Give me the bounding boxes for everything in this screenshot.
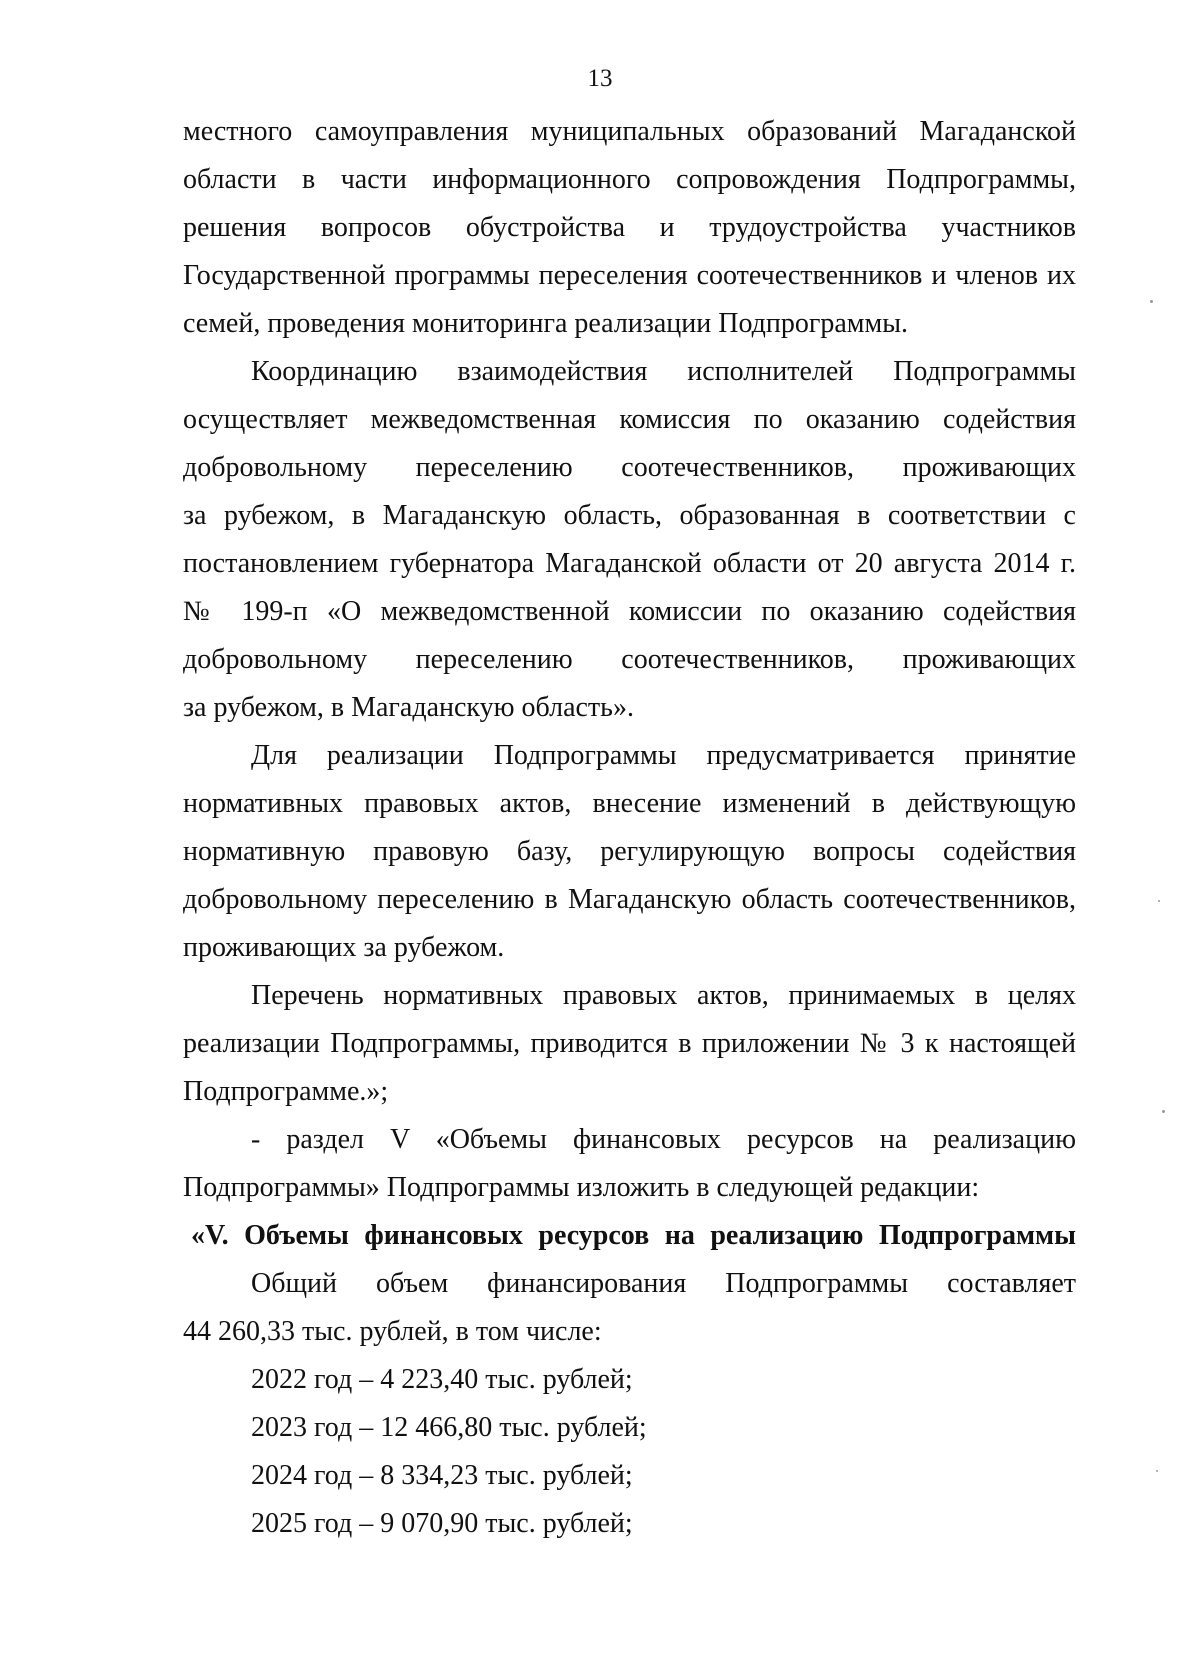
text-line: осуществляет межведомственная комиссия по оказанию содействия <box>183 404 1076 435</box>
text-line: Перечень нормативных правовых актов, принимаемых в целях <box>251 980 1076 1011</box>
text-line: местного самоуправления муниципальных образований Магаданской <box>183 116 1076 147</box>
text-line: за рубежом, в Магаданскую область, образованная в соответствии с <box>183 500 1076 531</box>
text-line: добровольному переселению в Магаданскую область соотечественников, <box>183 884 1076 915</box>
text-line: Общий объем финансирования Подпрограммы составляет <box>251 1268 1076 1299</box>
text-line: реализации Подпрограммы, приводится в приложении № 3 к настоящей <box>183 1028 1076 1059</box>
paragraph-financing <box>183 1260 1076 1356</box>
document-body <box>183 108 1076 1548</box>
text-line: решения вопросов обустройства и трудоустройства участников <box>183 212 1076 243</box>
paragraph-coordination <box>183 348 1076 732</box>
scan-speck <box>1156 1470 1158 1472</box>
text-line: нормативную правовую базу, регулирующую вопросы содействия <box>183 836 1076 867</box>
text-line: Подпрограммы» Подпрограммы изложить в следующей редакции: <box>183 1172 980 1203</box>
text-line: Подпрограмме.»; <box>183 1076 389 1107</box>
year-item: 2022 год – 4 223,40 тыс. рублей; <box>251 1364 633 1395</box>
text-line: нормативных правовых актов, внесение изменений в действующую <box>183 788 1076 819</box>
paragraph-continuation <box>183 108 1076 348</box>
paragraph-normative-acts <box>183 732 1076 972</box>
text-line: добровольному переселению соотечественников, проживающих <box>183 452 1076 483</box>
text-line: № 199-п «О межведомственной комиссии по оказанию содействия <box>183 596 1076 627</box>
page-number: 13 <box>587 65 613 92</box>
text-line: - раздел V «Объемы финансовых ресурсов на реализацию <box>251 1124 1076 1155</box>
scan-speck <box>1158 900 1160 902</box>
paragraph-list-reference <box>183 972 1076 1116</box>
section-heading: «V. Объемы финансовых ресурсов на реализацию Подпрограммы <box>191 1220 1076 1251</box>
paragraph-section-change <box>183 1116 1076 1212</box>
text-line: постановлением губернатора Магаданской области от 20 августа 2014 г. <box>183 548 1076 579</box>
text-line: 44 260,33 тыс. рублей, в том числе: <box>183 1316 602 1347</box>
year-item: 2024 год – 8 334,23 тыс. рублей; <box>251 1460 633 1491</box>
text-line: Государственной программы переселения соотечественников и членов их <box>183 260 1076 291</box>
text-line: проживающих за рубежом. <box>183 932 505 963</box>
text-line: Координацию взаимодействия исполнителей Подпрограммы <box>251 356 1076 387</box>
scan-speck <box>1150 300 1153 303</box>
year-item: 2023 год – 12 466,80 тыс. рублей; <box>251 1412 647 1443</box>
scan-speck <box>1162 1110 1165 1113</box>
text-line: за рубежом, в Магаданскую область». <box>183 692 634 723</box>
text-line: семей, проведения мониторинга реализации Подпрограммы. <box>183 308 909 339</box>
text-line: области в части информационного сопровождения Подпрограммы, <box>183 164 1076 195</box>
year-item: 2025 год – 9 070,90 тыс. рублей; <box>251 1508 633 1539</box>
text-line: Для реализации Подпрограммы предусматривается принятие <box>251 740 1076 771</box>
text-line: добровольному переселению соотечественников, проживающих <box>183 644 1076 675</box>
year-breakdown <box>183 1356 1076 1548</box>
